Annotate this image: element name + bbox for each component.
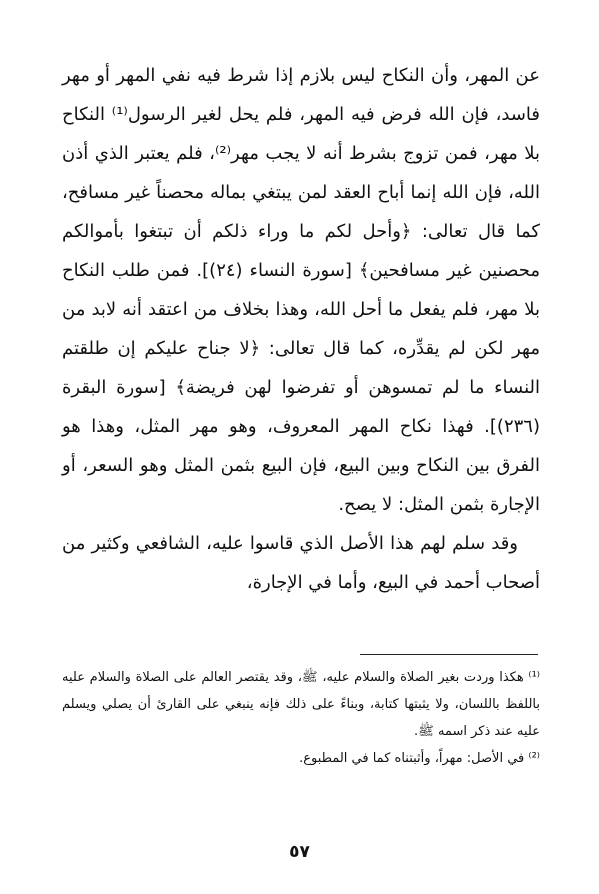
- main-text: [62, 56, 540, 602]
- paragraph-1: عن المهر، وأن النكاح ليس بلازم إذا شرط فيه نفي المهر أو مهر فاسد، فإن الله فرض فيه المهر، فلم يحل لغير الرسول⁽¹⁾ النكاح بلا مهر، فمن تزوج بشرط أنه لا يجب مهر⁽²⁾، فلم يعتبر الذي أذن الله، فإن الله إنما أباح العقد لمن يبتغي بماله محصناً غير مسافح، كما قال تعالى: ﴿وأحل لكم ما وراء ذلكم أن تبتغوا بأموالكم محصنين غير مسافحين﴾ [سورة النساء (٢٤)]. فمن طلب النكاح بلا مهر، فلم يفعل ما أحل الله، وهذا بخلاف من اعتقد أنه لابد من مهر لكن لم يقدِّره، كما قال تعالى: ﴿لا جناح عليكم إن طلقتم النساء ما لم تمسوهن أو تفرضوا لهن فريضة﴾ [سورة البقرة (٢٣٦)]. فهذا نكاح المهر المعروف، وهو مهر المثل، وهذا هو الفرق بين النكاح وبين البيع، فإن البيع بثمن المثل وهو السعر، أو الإجارة بثمن المثل: لا يصح.: [62, 65, 540, 515]
- paragraph-2: وقد سلم لهم هذا الأصل الذي قاسوا عليه، الشافعي وكثير من أصحاب أحمد في البيع، وأما في الإجارة،: [62, 533, 540, 593]
- footnote-divider: [360, 654, 538, 655]
- page-number: ٥٧: [289, 842, 310, 862]
- footnote-2: ⁽²⁾ في الأصل: مهراً، وأثبتناه كما في المطبوع.: [299, 751, 540, 766]
- footnote-1: ⁽¹⁾ هكذا وردت بغير الصلاة والسلام عليه، ﷺ، وقد يقتصر العالم على الصلاة والسلام عليه باللفظ باللسان، ولا يثبتها كتابة، وبناءً على ذلك فإنه ينبغي على القارئ أن يصلي ويسلم عليه عند ذكر اسمه ﷺ.: [62, 670, 540, 739]
- footnotes: [62, 664, 540, 772]
